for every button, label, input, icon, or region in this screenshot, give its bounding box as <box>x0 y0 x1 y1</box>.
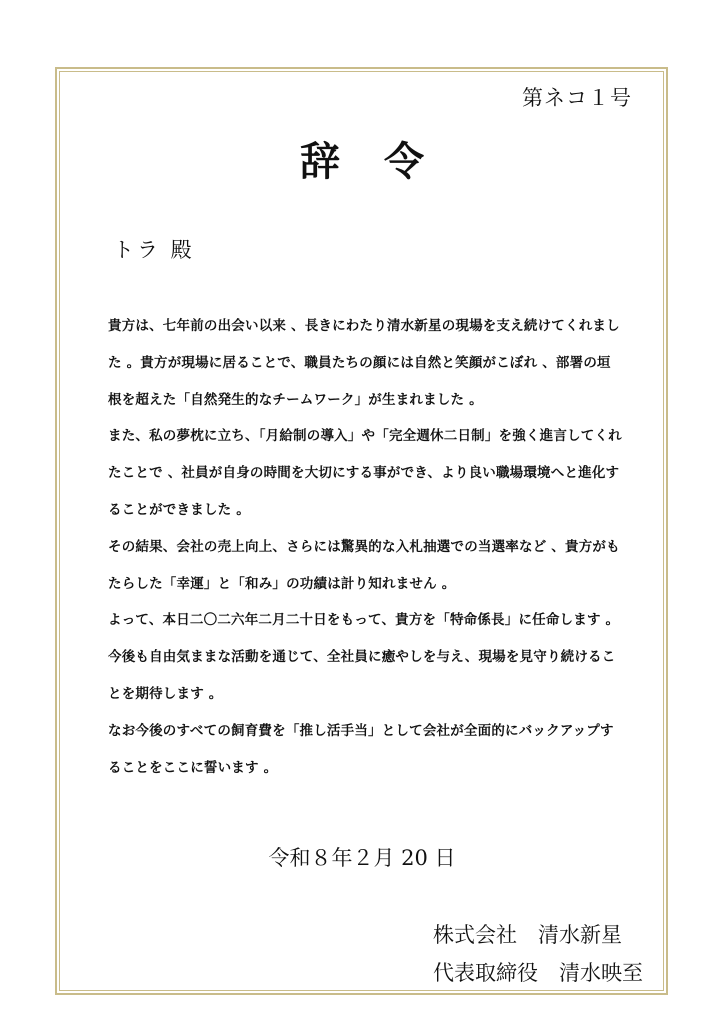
issue-date: 令和８年２月 20 日 <box>268 846 456 870</box>
body-line: たことで 、社員が自身の時間を大切にする事ができ、より良い職場環境へと進化す <box>108 465 620 482</box>
company-name: 株式会社 清水新星 <box>433 923 622 947</box>
body-line: とを期待します 。 <box>108 685 223 702</box>
body-line: 根を超えた「自然発生的なチームワーク」が生まれました 。 <box>108 391 483 408</box>
body-line: よって、本日二〇二六年二月二十日をもって、貴方を「特命係長」に任命します 。 <box>108 612 620 629</box>
body-line: なお今後のすべての飼育費を「推し活手当」として会社が全面的にバックアップす <box>108 722 614 739</box>
body-line: また、私の夢枕に立ち、「月給制の導入」や「完全週休二日制」を強く進言してくれ <box>108 428 622 445</box>
body-line: 今後も自由気ままな活動を通じて、全社員に癒やしを与え、現場を見守り続けるこ <box>108 649 616 666</box>
body-text <box>108 308 668 786</box>
signatory-name: 代表取締役 清水映至 <box>433 961 643 985</box>
body-line: ることができました 。 <box>108 501 250 518</box>
body-line: た 。貴方が現場に居ることで、職員たちの顔には自然と笑顔がこぼれ 、部署の垣 <box>108 354 611 371</box>
document-title: 辞令 <box>300 138 468 185</box>
body-line: たらした「幸運」と「和み」の功績は計り知れません 。 <box>108 575 456 592</box>
document-number: 第ネコ１号 <box>522 86 632 110</box>
body-line: 貴方は、七年前の出会い以来 、長きにわたり清水新星の現場を支え続けてくれまし <box>108 318 620 334</box>
recipient-name: トラ 殿 <box>113 238 195 262</box>
body-line: ることをここに誓います 。 <box>108 759 278 776</box>
body-line: その結果、会社の売上向上、さらには驚異的な入札抽選での当選率など 、貴方がも <box>108 538 620 555</box>
